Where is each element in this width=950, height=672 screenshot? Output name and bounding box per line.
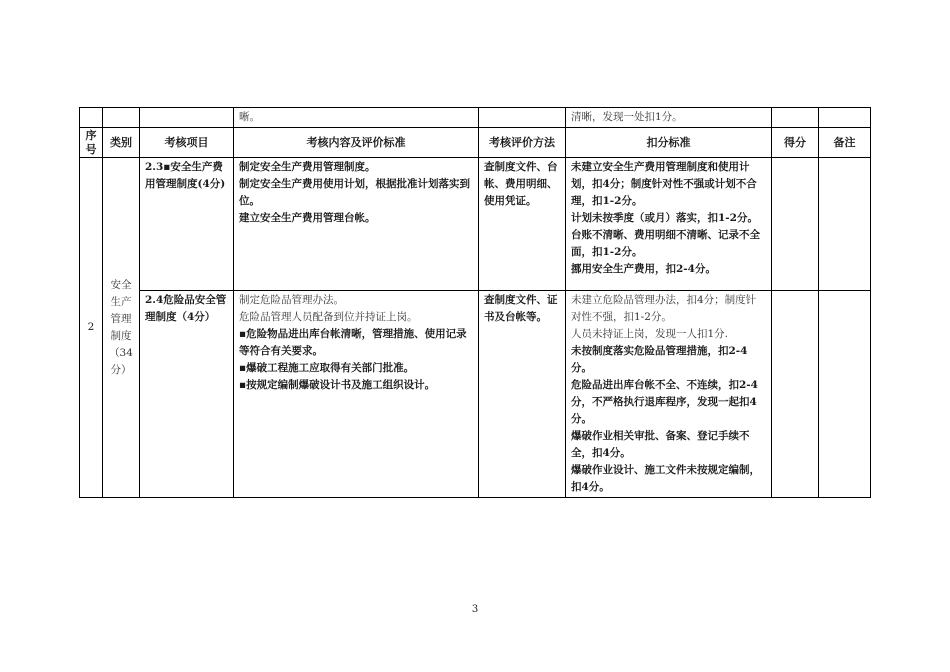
header-method: 考核评价方法	[479, 128, 566, 158]
header-content: 考核内容及评价标准	[234, 128, 479, 158]
cont-deduct-cell: 清晰，发现一处扣1分。	[566, 108, 772, 128]
header-category: 类别	[103, 128, 140, 158]
deduct-line: 挪用安全生产费用，扣2-4分。	[571, 263, 716, 275]
note-cell	[819, 291, 871, 498]
header-note: 备注	[819, 128, 871, 158]
score-cell	[772, 158, 819, 291]
content-line: ▪按规定编制爆破设计书及施工组织设计。	[239, 379, 436, 391]
cont-score-cell	[772, 108, 819, 128]
deduct-line: 未按制度落实危险品管理措施，扣2-4分。	[571, 345, 748, 374]
content-cell	[234, 158, 479, 291]
category-cell: 安全生产管理制度（34分）	[103, 158, 140, 498]
deduct-line: 未建立危险品管理办法，扣4分；制度针对性不强，扣1-2分。	[571, 294, 757, 323]
deduct-line: 计划未按季度（或月）落实，扣1-2分。	[571, 212, 758, 224]
deduct-line: 爆破作业相关审批、备案、登记手续不全，扣4分。	[571, 430, 750, 459]
item-cell: 2.4危险品安全管理制度（4分）	[140, 291, 234, 498]
content-cell	[234, 291, 479, 498]
table-row	[80, 158, 871, 291]
header-score: 得分	[772, 128, 819, 158]
table-row	[80, 291, 871, 498]
method-cell: 查制度文件、台帐、费用明细、使用凭证。	[479, 158, 566, 291]
deduct-line: 人员未持证上岗，发现一人扣1分.	[571, 328, 729, 340]
deduct-line: 未建立安全生产费用管理制度和使用计划，扣4分；制度针对性不强或计划不合理，扣1-2分。	[571, 161, 757, 207]
content-line: ▪危险物品进出库台帐清晰，管理措施、使用记录等符合有关要求。	[239, 328, 467, 357]
continuation-row	[80, 108, 871, 128]
cont-note-cell	[819, 108, 871, 128]
deduct-line: 危险品进出库台帐不全、不连续，扣2-4分，不严格执行退库程序，发现一起扣4分。	[571, 379, 758, 425]
cont-content-cell: 晰。	[234, 108, 479, 128]
item-cell: 2.3▪安全生产费用管理制度(4分)	[140, 158, 234, 291]
content-line: 制定安全生产费用使用计划，根据批准计划落实到位。	[239, 178, 470, 207]
header-item: 考核项目	[140, 128, 234, 158]
deduct-cell	[566, 291, 772, 498]
header-row	[80, 128, 871, 158]
content-line: ▪爆破工程施工应取得有关部门批准。	[239, 362, 415, 374]
content-line: 制定危险品管理办法。	[239, 294, 344, 306]
seq-cell: 2	[80, 158, 103, 498]
header-seq: 序号	[80, 128, 103, 158]
header-deduct: 扣分标准	[566, 128, 772, 158]
content-line: 建立安全生产费用管理台帐。	[239, 212, 376, 224]
deduct-line: 台账不清晰、费用明细不清晰、记录不全面，扣1-2分。	[571, 229, 760, 258]
note-cell	[819, 158, 871, 291]
method-cell: 查制度文件、证书及台帐等。	[479, 291, 566, 498]
cont-seq-cell	[80, 108, 103, 128]
cont-item-cell	[140, 108, 234, 128]
page-number: 3	[471, 604, 479, 615]
deduct-line: 爆破作业设计、施工文件未按规定编制，扣4分。	[571, 464, 760, 493]
evaluation-table	[79, 107, 871, 498]
content-line: 危险品管理人员配备到位并持证上岗。	[239, 311, 418, 323]
cont-category-cell	[103, 108, 140, 128]
content-line: 制定安全生产费用管理制度。	[239, 161, 376, 173]
cont-method-cell	[479, 108, 566, 128]
deduct-cell	[566, 158, 772, 291]
score-cell	[772, 291, 819, 498]
